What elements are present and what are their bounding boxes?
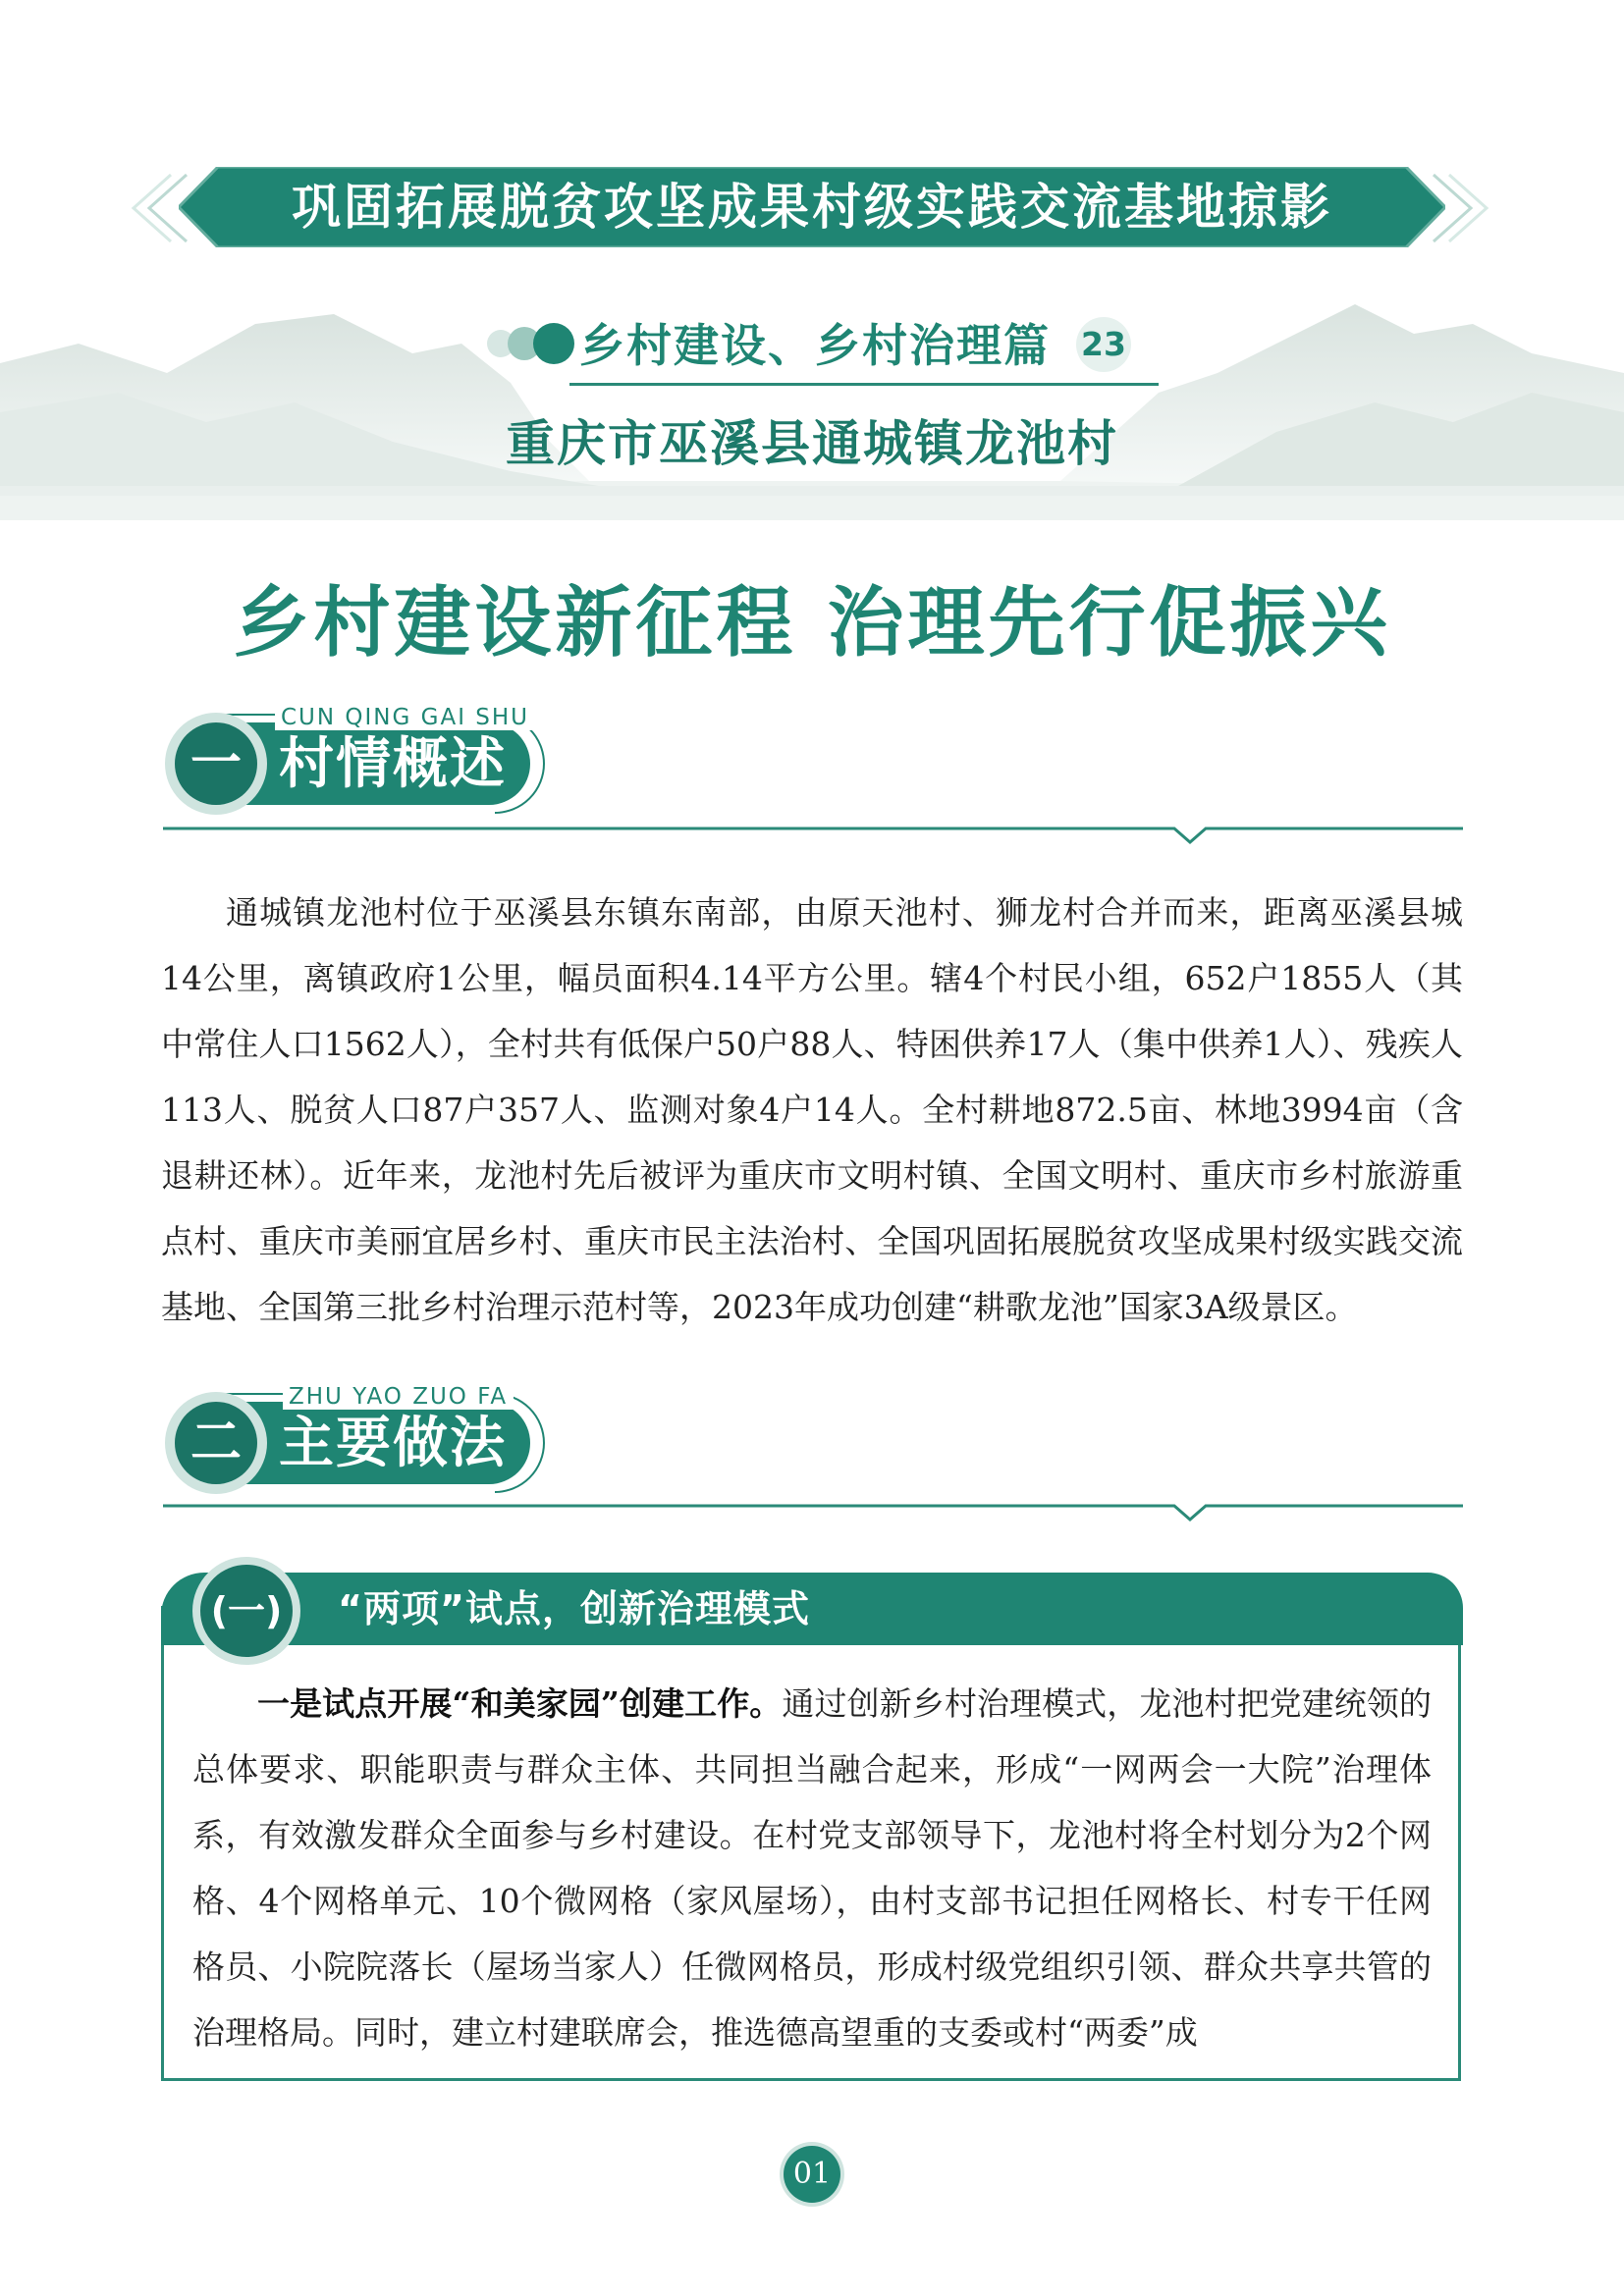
main-title: 乡村建设新征程 治理先行促振兴: [233, 578, 1391, 667]
header-banner-title: 巩固拓展脱贫攻坚成果村级实践交流基地掠影: [292, 179, 1332, 236]
subsection-1-paragraph: [192, 1671, 1432, 2065]
page-number: 01: [784, 2146, 840, 2203]
section-2-pinyin: ZHU YAO ZUO FA: [283, 1384, 514, 1410]
subsection-1-number: (一): [200, 1565, 293, 1657]
subsection-1-text: 通过创新乡村治理模式，龙池村把党建统领的总体要求、职能职责与群众主体、共同担当融合起来，形成“一网两会一大院”治理体系，有效激发群众全面参与乡村建设。在村党支部领导下，龙池村将全村划分为2个网格、4个网格单元、10个微网格（家风屋场），由村支部书记担任网格长、村专干任网格员、小院院落长（屋场当家人）任微网格员，形成村级党组织引领、群众共享共管的治理格局。同时，建立村建联席会，推选德高望重的支委或村“两委”成: [192, 1684, 1433, 2052]
series-underline: [569, 383, 1159, 386]
village-title: 重庆市巫溪县通城镇龙池村: [506, 415, 1118, 472]
chevron-left-decoration-icon: [128, 169, 206, 247]
section-1-title: 村情概述: [279, 732, 507, 796]
section-1-pinyin: CUN QING GAI SHU: [275, 705, 535, 730]
series-dots-icon: [483, 320, 581, 367]
subsection-1-lead: 一是试点开展“和美家园”创建工作。: [257, 1684, 783, 1723]
section-1-number: 一: [189, 734, 242, 793]
series-number-badge: 23: [1076, 317, 1131, 372]
section-2-number: 二: [189, 1414, 242, 1472]
subsection-1-title: “两项”试点，创新治理模式: [338, 1587, 810, 1630]
section-1-paragraph: 通城镇龙池村位于巫溪县东镇东南部，由原天池村、狮龙村合并而来，距离巫溪县城14公里，离镇政府1公里，幅员面积4.14平方公里。辖4个村民小组，652户1855人（其中常住人口1562人），全村共有低保户50户88人、特困供养17人（集中供养1人）、残疾人113人、脱贫人口87户357人、监测对象4户14人。全村耕地872.5亩、林地3994亩（含退耕还林）。近年来，龙池村先后被评为重庆市文明村镇、全国文明村、重庆市乡村旅游重点村、重庆市美丽宜居乡村、重庆市民主法治村、全国巩固拓展脱贫攻坚成果村级实践交流基地、全国第三批乡村治理示范村等，2023年成功创建“耕歌龙池”国家3A级景区。: [161, 893, 1463, 1326]
section-2-title: 主要做法: [279, 1412, 507, 1475]
section-1-rule: [163, 825, 1463, 846]
section-2-rule: [163, 1502, 1463, 1523]
chevron-right-decoration-icon: [1414, 169, 1492, 247]
series-label: 乡村建设、乡村治理篇: [579, 319, 1051, 372]
